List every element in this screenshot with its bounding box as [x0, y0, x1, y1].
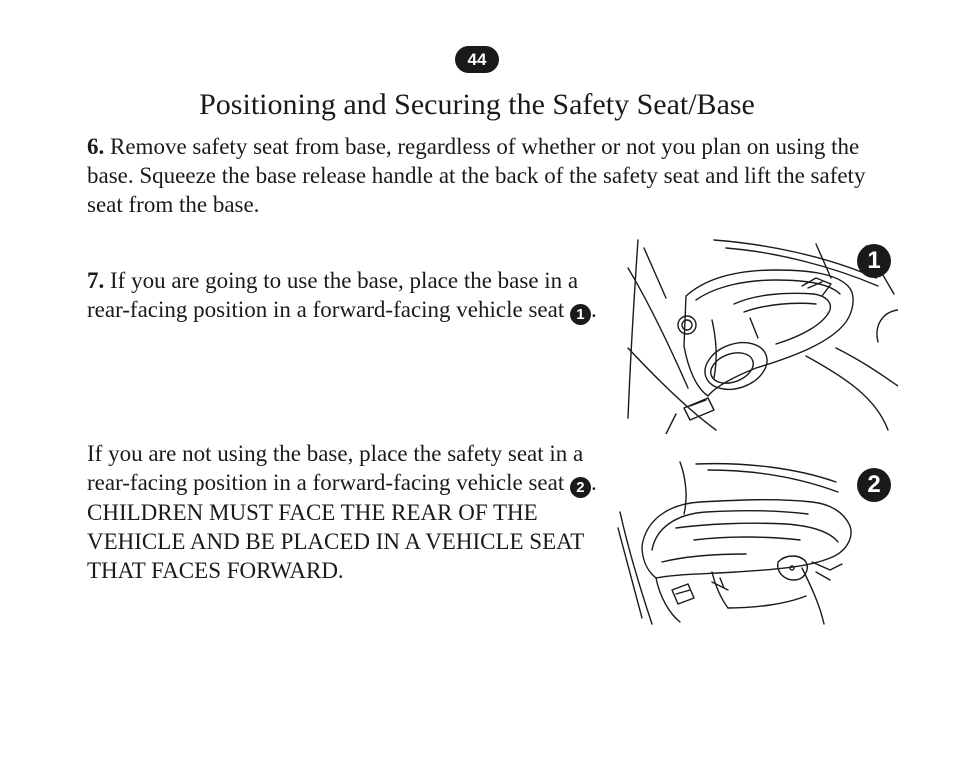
- figure-ref-2: 2: [570, 477, 591, 498]
- page-number-badge: 44: [455, 46, 499, 73]
- no-base-text: If you are not using the base, place the safety seat in a rear-facing position in a forward-facing vehicle seat: [87, 441, 584, 495]
- no-base-warning: . CHILDREN MUST FACE THE REAR OF THE VEHICLE AND BE PLACED IN A VEHICLE SEAT THAT FACES FORWARD.: [87, 470, 597, 583]
- car-seat-base-illustration: [626, 238, 898, 434]
- step-7-paragraph: [87, 266, 622, 325]
- step-7-end: .: [590, 297, 597, 322]
- step-6-number: 6.: [87, 134, 105, 159]
- figure-label-2: 2: [857, 468, 891, 502]
- step-7-number: 7.: [87, 268, 105, 293]
- step-6-paragraph: [87, 132, 897, 219]
- step-7-text: If you are going to use the base, place the base in a rear-facing position in a forward-facing vehicle seat: [87, 268, 579, 322]
- car-seat-no-base-illustration: [616, 458, 856, 626]
- figure-label-1: 1: [857, 244, 891, 278]
- no-base-paragraph: [87, 439, 607, 585]
- step-6-text: Remove safety seat from base, regardless of whether or not you plan on using the base. Squeeze the base release handle at the back of the safety seat and lift the safety seat from the base.: [87, 134, 866, 217]
- figure-ref-1: 1: [570, 304, 591, 325]
- page-title: Positioning and Securing the Safety Seat/Base: [199, 88, 755, 121]
